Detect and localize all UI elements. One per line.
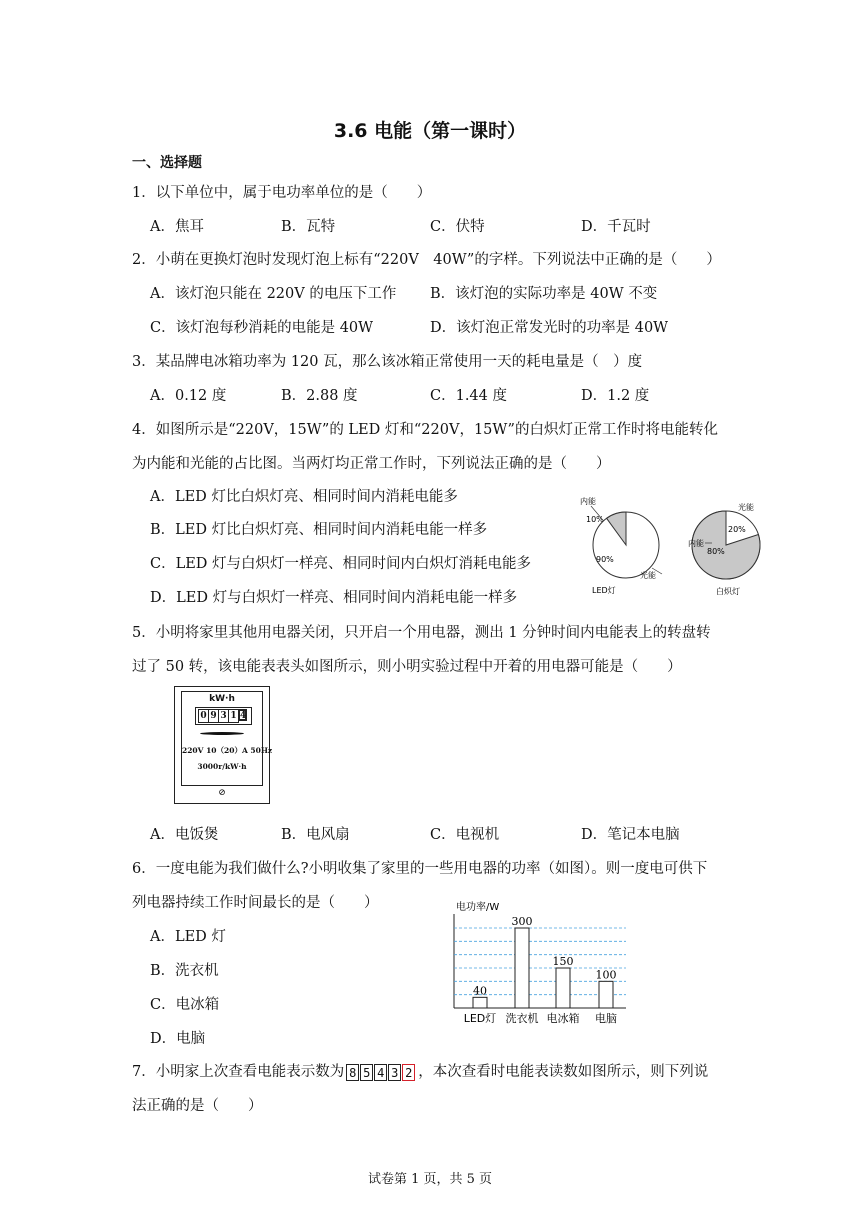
chart-category-label: LED灯 — [463, 1012, 497, 1025]
q7-digit-5: 2 — [402, 1064, 415, 1081]
q7-digit-1: 8 — [346, 1064, 359, 1081]
q6-option-b[interactable]: B．洗衣机 — [150, 963, 219, 979]
question-1-stem: 1．以下单位中，属于电功率单位的是（ ） — [132, 185, 432, 201]
q3-option-b[interactable]: B．2.88 度 — [281, 388, 358, 404]
meter-digit-5: 4 — [240, 711, 247, 721]
q2-option-b[interactable]: B．该灯泡的实际功率是 40W 不变 — [430, 286, 658, 302]
inc-inner-pct: 80% — [707, 547, 725, 556]
q3-option-a[interactable]: A．0.12 度 — [150, 388, 227, 404]
question-4-stem-line1: 4．如图所示是“220V，15W”的 LED 灯和“220V，15W”的白炽灯正常工作时将电能转化 — [132, 422, 718, 438]
q6-option-d[interactable]: D．电脑 — [150, 1031, 206, 1047]
q5-option-b[interactable]: B．电风扇 — [281, 827, 350, 843]
led-caption: LED灯 — [592, 586, 616, 595]
question-5-stem-line2: 过了 50 转，该电能表表头如图所示，则小明实验过程中开着的用电器可能是（ ） — [132, 659, 682, 675]
q2-option-a[interactable]: A．该灯泡只能在 220V 的电压下工作 — [150, 286, 397, 302]
meter-digit-4: 1 — [228, 709, 239, 723]
q2-option-d[interactable]: D．该灯泡正常发光时的功率是 40W — [430, 320, 669, 336]
meter-digit-3: 3 — [218, 709, 229, 723]
led-light-label: 光能 — [640, 571, 656, 580]
page-title: 3.6 电能（第一课时） — [333, 120, 527, 142]
section-heading: 一、选择题 — [132, 155, 202, 171]
meter-rev: 3000r/kW·h — [197, 762, 247, 771]
electric-meter — [174, 686, 273, 804]
meter-digit-2: 9 — [208, 709, 219, 723]
q3-option-c[interactable]: C．1.44 度 — [430, 388, 507, 404]
chart-bar — [556, 968, 570, 1008]
q7-digit-2: 5 — [360, 1064, 373, 1081]
chart-category-label: 洗衣机 — [505, 1012, 539, 1025]
inc-light-pct: 20% — [728, 525, 746, 534]
q4-option-d[interactable]: D．LED 灯与白炽灯一样亮、相同时间内消耗电能一样多 — [150, 590, 518, 606]
chart-bar — [473, 997, 487, 1008]
q2-option-c[interactable]: C．该灯泡每秒消耗的电能是 40W — [150, 320, 374, 336]
q6-option-c[interactable]: C．电冰箱 — [150, 997, 220, 1013]
meter-spec: 220V 10（20）A 50Hz — [182, 746, 273, 755]
page-footer: 试卷第 1 页，共 5 页 — [367, 1172, 493, 1187]
meter-disc — [200, 732, 244, 735]
chart-value-label: 40 — [473, 984, 487, 998]
incandescent-pie — [688, 502, 760, 596]
inc-inner-label: 内能 — [688, 539, 704, 548]
q1-option-a[interactable]: A．焦耳 — [150, 219, 204, 235]
chart-category-label: 电脑 — [595, 1012, 617, 1025]
led-inner-pct: 10% — [586, 515, 604, 524]
q7-stem-pre: 7．小明家上次查看电能表示数为 — [132, 1064, 345, 1080]
q7-digit-4: 3 — [388, 1064, 401, 1081]
meter-screw-icon: ⊘ — [218, 788, 226, 798]
question-4-stem-line2: 为内能和光能的占比图。当两灯均正常工作时，下列说法正确的是（ ） — [132, 456, 611, 472]
q6-option-a[interactable]: A．LED 灯 — [150, 929, 226, 945]
led-pie — [580, 496, 662, 595]
question-2-stem: 2．小萌在更换灯泡时发现灯泡上标有“220V 40W”的字样。下列说法中正确的是（ ） — [132, 252, 721, 268]
q7-digit-3: 4 — [374, 1064, 387, 1081]
q3-option-d[interactable]: D．1.2 度 — [581, 388, 650, 404]
question-6-stem-line1: 6．一度电能为我们做什么?小明收集了家里的一些用电器的功率（如图）。则一度电可供下 — [132, 861, 708, 877]
q5-option-c[interactable]: C．电视机 — [430, 827, 500, 843]
meter-digit-1: 0 — [198, 709, 209, 723]
q4-option-c[interactable]: C．LED 灯与白炽灯一样亮、相同时间内白炽灯消耗电能多 — [150, 556, 532, 572]
chart-bar — [599, 981, 613, 1008]
q4-option-a[interactable]: A．LED 灯比白炽灯亮、相同时间内消耗电能多 — [150, 489, 458, 505]
question-7-stem-line2: 法正确的是（ ） — [132, 1098, 263, 1114]
q1-option-d[interactable]: D．千瓦时 — [581, 219, 651, 235]
q5-option-d[interactable]: D．笔记本电脑 — [581, 827, 680, 843]
chart-category-label: 电冰箱 — [546, 1012, 580, 1025]
chart-value-label: 100 — [595, 968, 617, 982]
meter-unit: kW·h — [209, 694, 235, 704]
chart-bar — [515, 928, 529, 1008]
power-bar-chart — [440, 898, 640, 1030]
q5-option-a[interactable]: A．电饭煲 — [150, 827, 219, 843]
q1-option-c[interactable]: C．伏特 — [430, 219, 485, 235]
chart-value-label: 300 — [511, 915, 533, 928]
q7-stem-post: ，本次查看时电能表读数如图所示，则下列说 — [418, 1064, 709, 1080]
question-5-stem-line1: 5．小明将家里其他用电器关闭，只开启一个用电器，测出 1 分钟时间内电能表上的转盘转 — [132, 625, 711, 641]
question-6-stem-line2: 列电器持续工作时间最长的是（ ） — [132, 895, 379, 911]
led-inner-label: 内能 — [580, 497, 596, 506]
chart-value-label: 150 — [552, 955, 574, 968]
q1-option-b[interactable]: B．瓦特 — [281, 219, 336, 235]
energy-pie-figure — [560, 490, 800, 602]
inc-caption: 白炽灯 — [716, 587, 740, 596]
meter-face — [181, 691, 273, 786]
question-3-stem: 3．某品牌电冰箱功率为 120 瓦，那么该冰箱正常使用一天的耗电量是（ ）度 — [132, 354, 643, 370]
q7-previous-reading — [346, 1064, 416, 1081]
inc-light-label: 光能 — [738, 503, 754, 512]
led-light-pct: 90% — [596, 555, 614, 564]
q4-option-b[interactable]: B．LED 灯比白炽灯亮、相同时间内消耗电能一样多 — [150, 522, 488, 538]
meter-digit-window — [195, 707, 252, 725]
question-7-stem-line1 — [132, 1060, 708, 1081]
chart-ylabel: 电功率/W — [456, 902, 500, 913]
